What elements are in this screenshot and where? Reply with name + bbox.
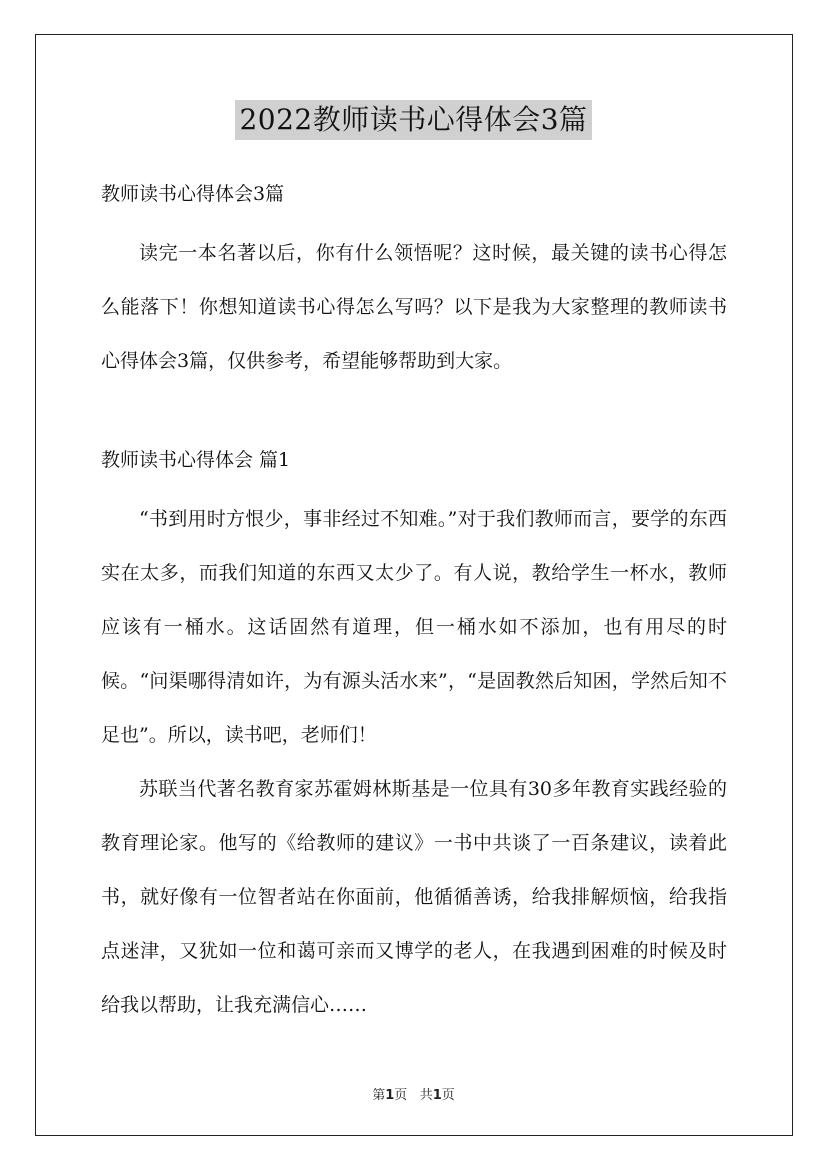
spacer <box>101 388 727 442</box>
section-heading: 教师读书心得体会 篇1 <box>101 449 291 471</box>
title-container <box>0 100 827 140</box>
page-suffix: 页 <box>394 1088 408 1103</box>
spacer <box>101 478 727 492</box>
page-footer <box>0 1084 827 1103</box>
document-body <box>101 176 727 1032</box>
body-paragraph: “书到用时方恨少，事非经过不知难。”对于我们教师而言，要学的东西实在太多，而我们知道的东西又太少了。有人说，教给学生一杯水，教师应该有一桶水。这话固然有道理，但一桶水如不添加，也有用尽的时候。“问渠哪得清如许，为有源头活水来”，“是固教然后知困，学然后知不足也”。所以，读书吧，老师们！ <box>101 508 727 746</box>
total-pages: 1 <box>432 1088 442 1103</box>
intro-paragraph: 读完一本名著以后，你有什么领悟呢？这时候，最关键的读书心得怎么能落下！你想知道读书心得怎么写吗？以下是我为大家整理的教师读书心得体会3篇，仅供参考，希望能够帮助到大家。 <box>101 242 727 372</box>
page-prefix: 第 <box>372 1088 386 1103</box>
document-title: 2022教师读书心得体会3篇 <box>235 100 591 140</box>
document-subtitle: 教师读书心得体会3篇 <box>101 183 285 205</box>
spacer <box>101 212 727 226</box>
body-paragraph: 苏联当代著名教育家苏霍姆林斯基是一位具有30多年教育实践经验的教育理论家。他写的《给教师的建议》一书中共谈了一百条建议，读着此书，就好像有一位智者站在你面前，他循循善诱，给我排解烦恼，给我指点迷津，又犹如一位和蔼可亲而又博学的老人，在我遇到困难的时候及时给我以帮助，让我充满信心…… <box>101 778 727 1016</box>
total-prefix: 共 <box>419 1088 433 1103</box>
page-number: 1 <box>385 1088 395 1103</box>
total-suffix: 页 <box>441 1088 455 1103</box>
